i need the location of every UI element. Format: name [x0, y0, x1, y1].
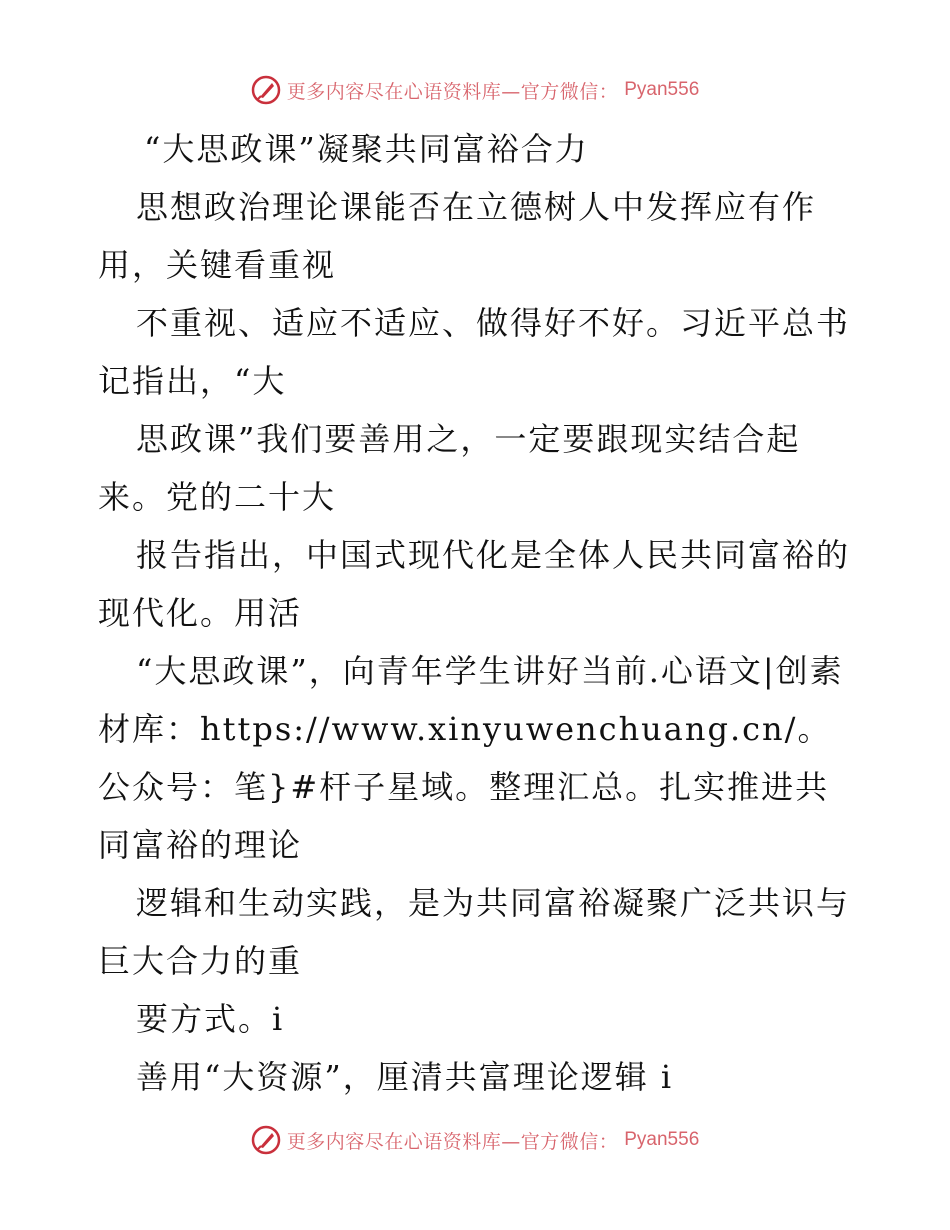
paragraph: 善用“大资源”，厘清共富理论逻辑 i	[136, 1058, 674, 1096]
watermark-text: 更多内容尽在心语资料库—官方微信：	[286, 1130, 619, 1153]
paragraph: “大思政课”，向青年学生讲好当前.心语文|创素材库：https://www.xinyuwenchuang.cn/。公众号：笔}#杆子星域。整理汇总。扎实推进共同富裕的理论	[98, 652, 844, 864]
paragraph: 报告指出，中国式现代化是全体人民共同富裕的现代化。用活	[98, 536, 851, 632]
footer-watermark-banner	[0, 1120, 950, 1160]
paragraph: 不重视、适应不适应、做得好不好。习近平总书记指出，“大	[98, 304, 851, 400]
paragraph: 要方式。i	[136, 1000, 285, 1038]
header-watermark-banner	[0, 70, 950, 110]
paragraph: 思想政治理论课能否在立德树人中发挥应有作用，关键看重视	[98, 188, 817, 284]
paragraph: 逻辑和生动实践，是为共同富裕凝聚广泛共识与巨大合力的重	[98, 884, 851, 980]
feather-pen-logo-icon	[251, 1125, 281, 1155]
feather-pen-logo-icon	[251, 75, 281, 105]
document-body	[98, 120, 858, 1106]
document-title: “大思政课”凝聚共同富裕合力	[144, 130, 589, 168]
watermark-text: 更多内容尽在心语资料库—官方微信：	[286, 80, 619, 103]
wechat-id: Pyan556	[624, 1129, 700, 1150]
paragraph: 思政课”我们要善用之，一定要跟现实结合起来。党的二十大	[98, 420, 801, 516]
wechat-id: Pyan556	[624, 79, 700, 100]
